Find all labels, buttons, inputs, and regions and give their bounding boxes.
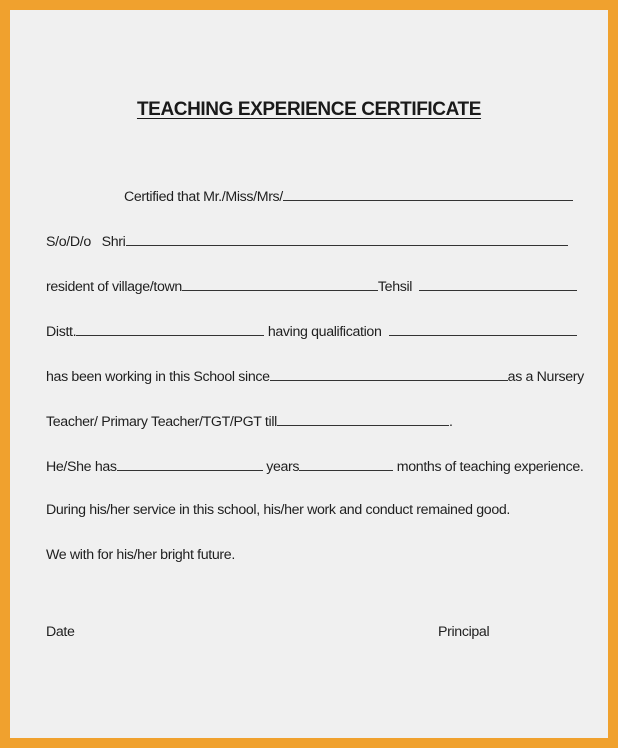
years-label: years [266,459,300,475]
conduct-line [46,502,586,518]
certificate-title [10,99,608,121]
conduct-text: During his/her service in this school, his/her work and conduct remained good. [46,502,510,518]
village-blank [182,278,378,291]
village-label: resident of village/town [46,279,182,295]
till-date-blank [277,413,449,426]
residence-line [46,278,586,295]
experience-line [46,458,586,475]
certified-line [124,188,584,205]
district-label: Distt. [46,324,77,340]
nursery-label: as a Nursery [507,369,584,385]
district-blank [76,323,264,336]
period-mark: . [448,414,453,430]
has-label: He/She has [46,459,117,475]
years-blank [117,458,263,471]
district-line [46,323,586,340]
shri-label: Shri [101,234,126,250]
since-date-blank [270,368,508,381]
name-blank [283,188,573,201]
parent-line [46,233,586,250]
relation-label: S/o/D/o [46,234,91,250]
wishes-text: We with for his/her bright future. [46,547,235,563]
qualification-blank [389,323,577,336]
months-label: months of teaching experience. [396,459,584,475]
date-label: Date [46,624,75,640]
certified-label: Certified that Mr./Miss/Mrs/ [124,189,283,205]
working-since-line [46,368,586,385]
teacher-till-line [46,413,586,430]
months-blank [299,458,393,471]
title-text: TEACHING EXPERIENCE CERTIFICATE [136,99,482,120]
wishes-line [46,547,586,563]
tehsil-label: Tehsil [377,279,413,295]
certificate-page [10,10,608,738]
qualification-label: having qualification [267,324,382,340]
teacher-type-label: Teacher/ Primary Teacher/TGT/PGT till [46,414,277,430]
parent-name-blank [126,233,568,246]
principal-label: Principal [438,624,490,640]
working-since-label: has been working in this School since [46,369,270,385]
tehsil-blank [419,278,577,291]
